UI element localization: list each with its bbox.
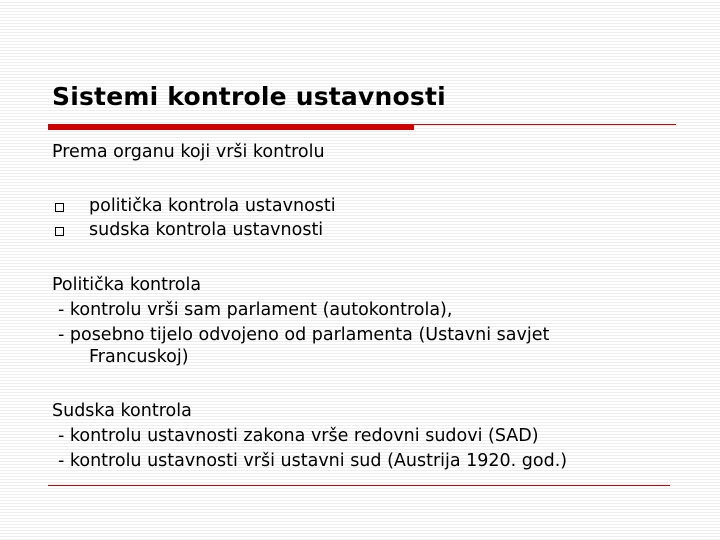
section-line: Francuskoj) — [89, 347, 189, 367]
political-control-section — [52, 273, 549, 370]
section-line: - kontrolu ustavnosti zakona vrše redovni sudovi (SAD) — [58, 426, 539, 446]
bullet-text: sudska kontrola ustavnosti — [89, 220, 324, 240]
title-underline-thick — [48, 124, 414, 130]
section-line: - kontrolu vrši sam parlament (autokontrola), — [58, 300, 453, 320]
bullet-text: politička kontrola ustavnosti — [89, 196, 336, 216]
intro-text: Prema organu koji vrši kontrolu — [52, 142, 325, 162]
square-bullet-icon — [55, 227, 64, 236]
footer-rule — [48, 485, 670, 486]
section-line: - posebno tijelo odvojeno od parlamenta (Ustavni savjet — [58, 325, 550, 345]
section-line: - kontrolu ustavnosti vrši ustavni sud (Austrija 1920. god.) — [58, 451, 568, 471]
section-heading: Sudska kontrola — [52, 401, 192, 421]
judicial-control-section — [52, 399, 567, 474]
slide-title: Sistemi kontrole ustavnosti — [52, 82, 446, 111]
section-heading: Politička kontrola — [52, 275, 202, 295]
title-underline-thin — [414, 124, 676, 125]
square-bullet-icon — [55, 203, 64, 212]
